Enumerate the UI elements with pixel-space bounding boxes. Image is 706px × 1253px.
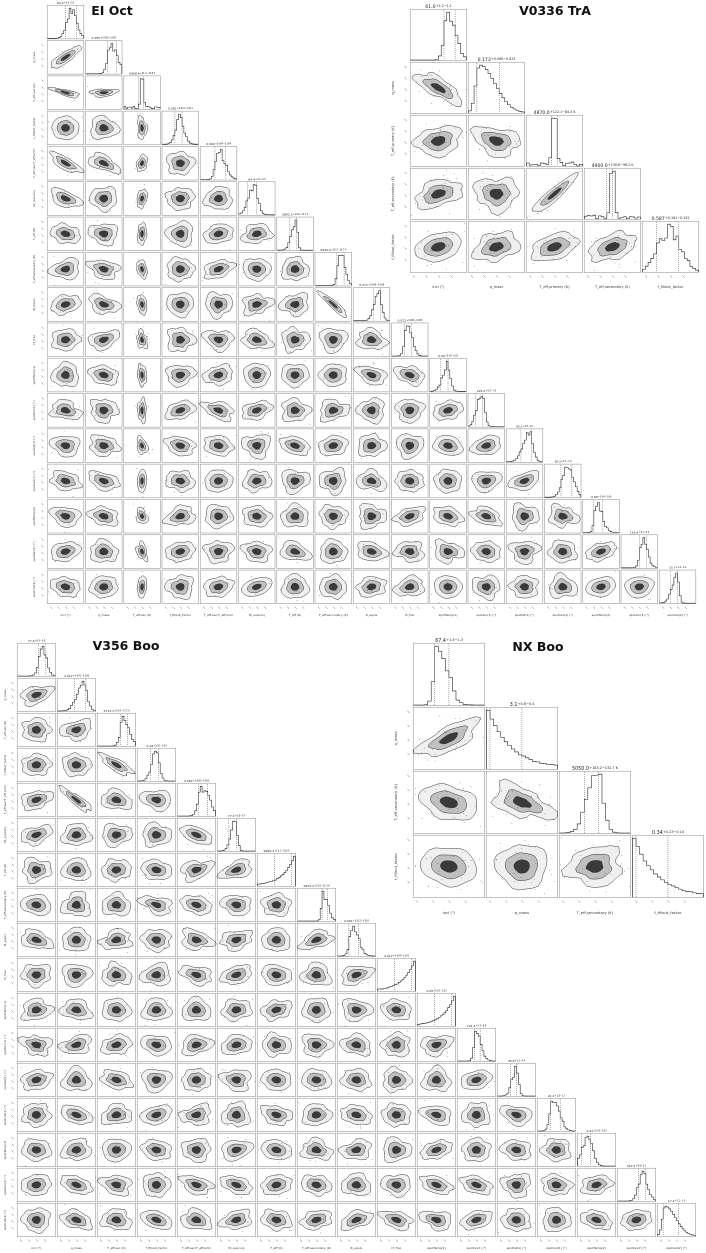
v356-boo-title: V356 Boo xyxy=(92,638,160,653)
ei-oct-title: EI Oct xyxy=(91,3,133,18)
v0336-tra-title: V0336 TrA xyxy=(519,3,591,18)
nx-boo-title: NX Boo xyxy=(512,639,564,654)
